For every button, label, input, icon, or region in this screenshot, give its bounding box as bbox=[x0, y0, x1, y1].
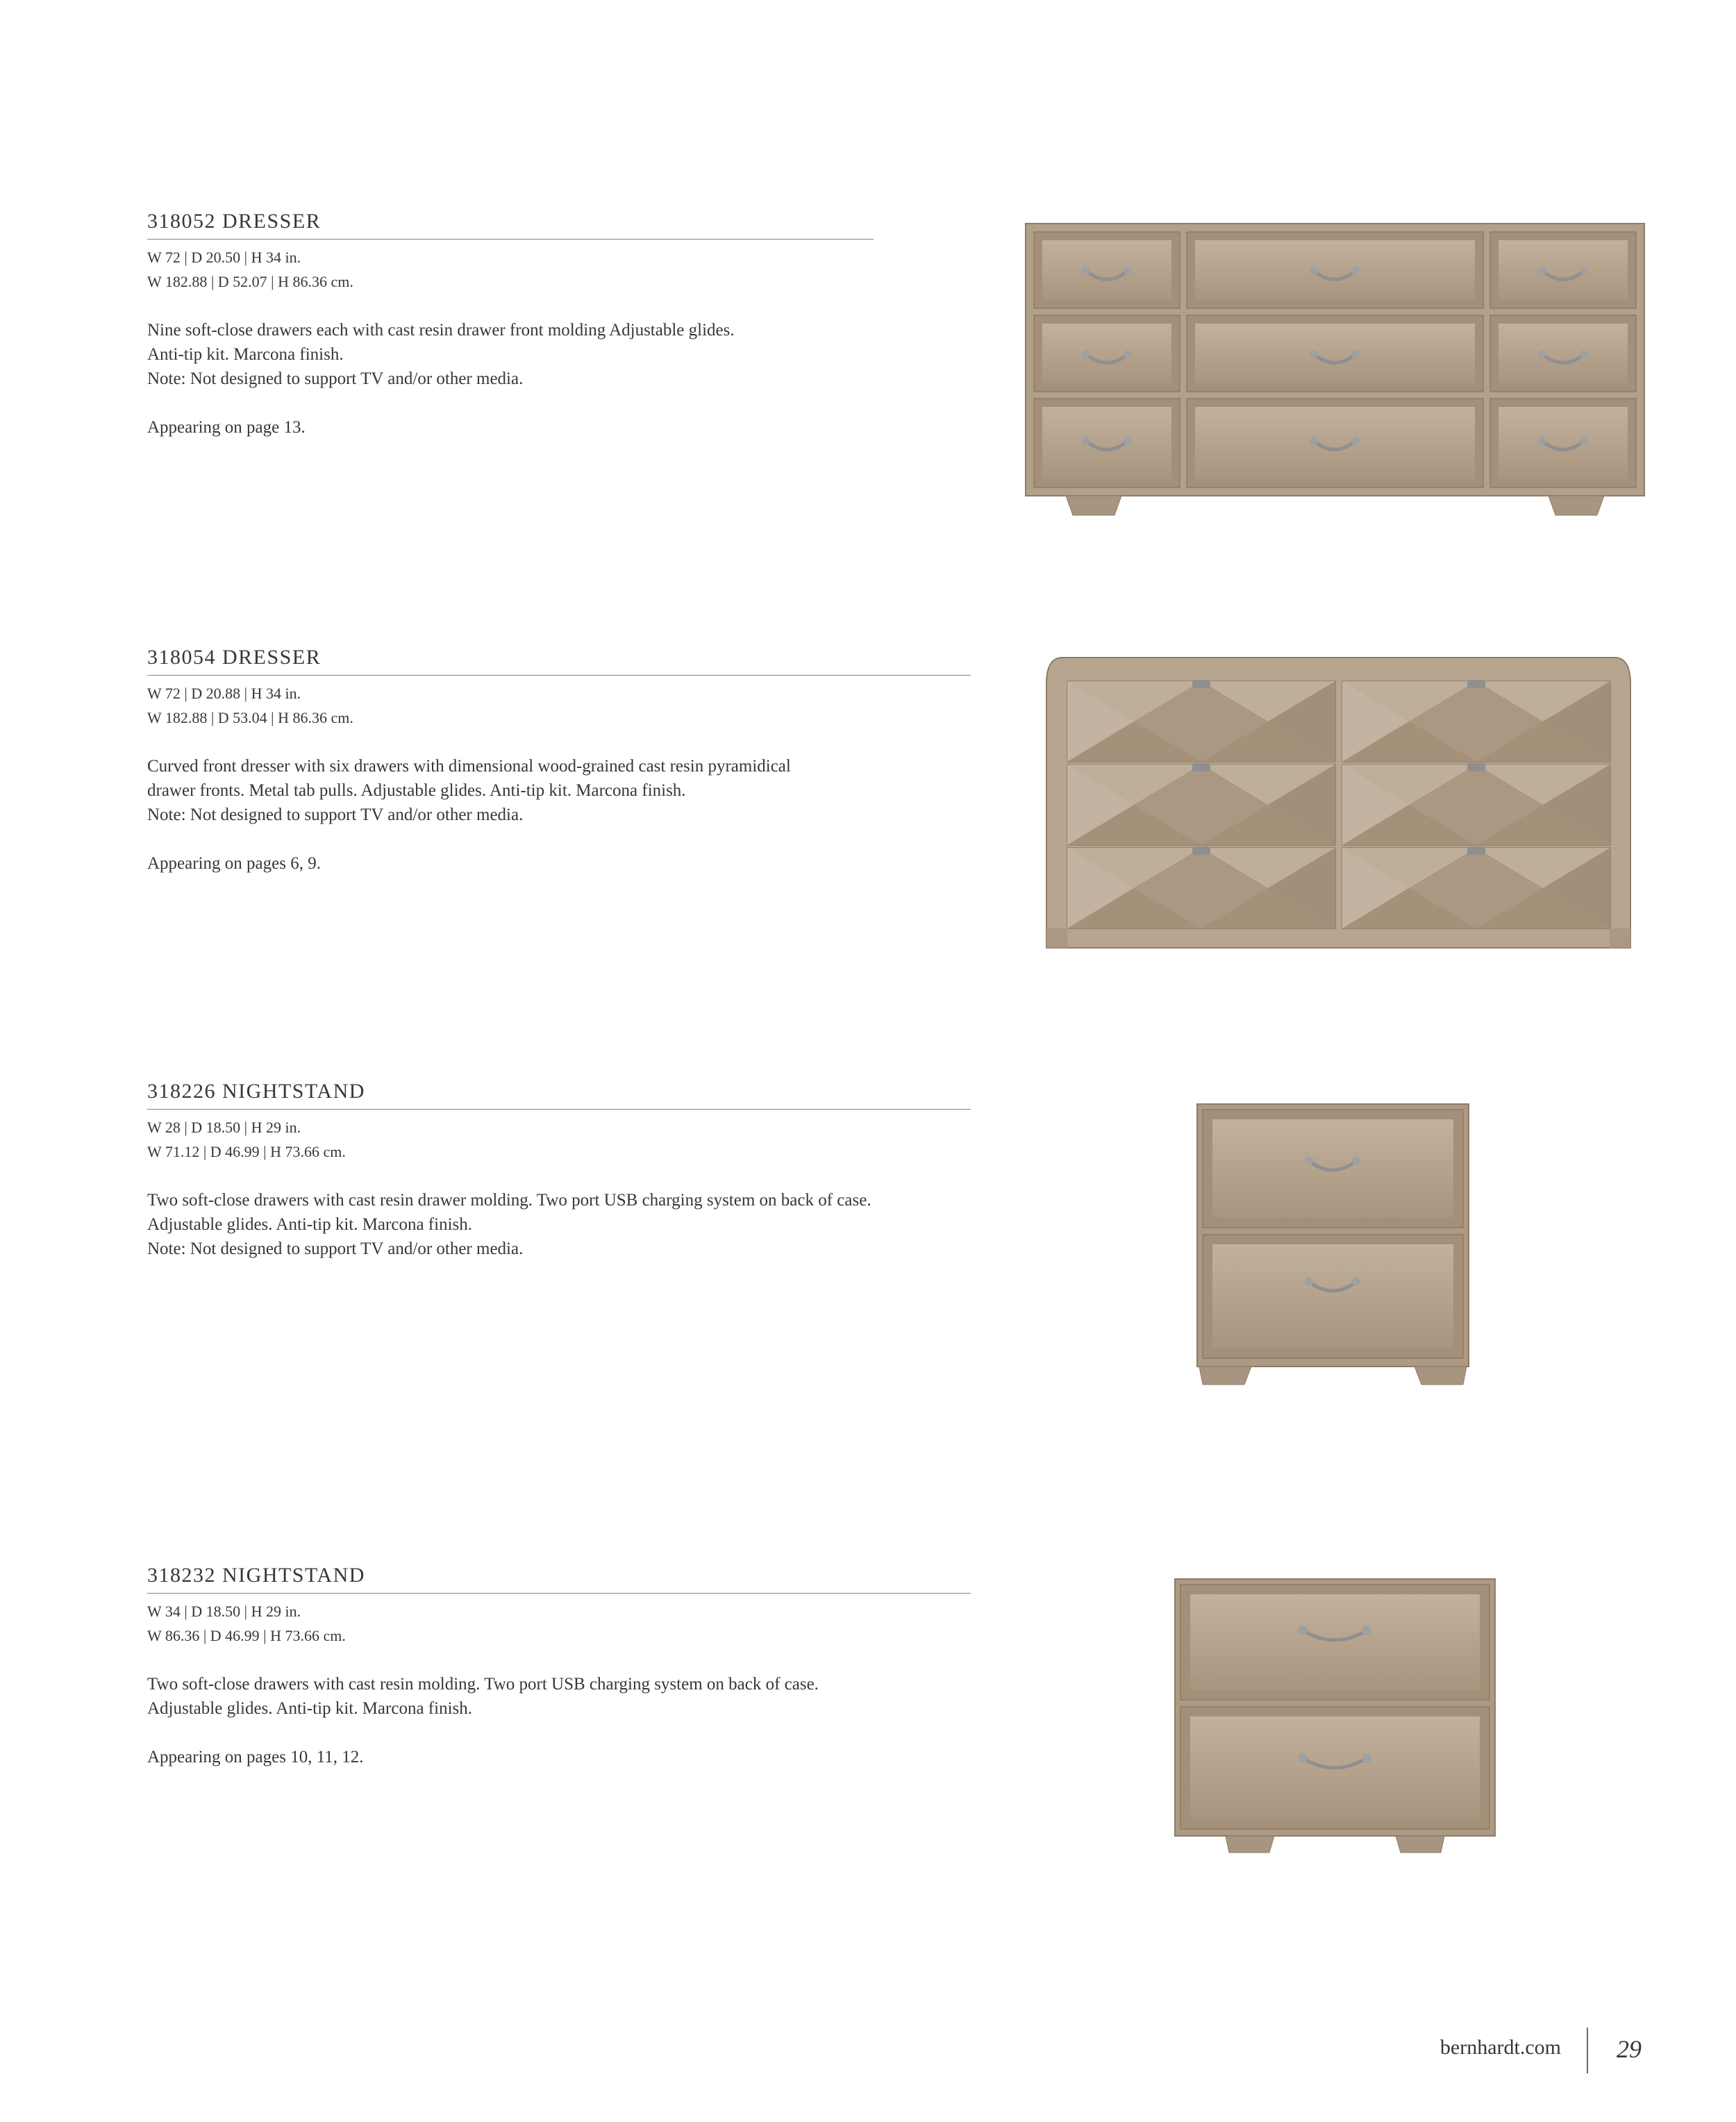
description-line: drawer fronts. Metal tab pulls. Adjustable glides. Anti-tip kit. Marcona finish. bbox=[147, 781, 686, 800]
description-line: Two soft-close drawers with cast resin drawer molding. Two port USB charging system on back of case. bbox=[147, 1191, 871, 1210]
nightstand-318232-image bbox=[1174, 1578, 1496, 1854]
dimensions-cm: W 86.36 | D 46.99 | H 73.66 cm. bbox=[147, 1627, 346, 1644]
description-line: Nine soft-close drawers each with cast resin drawer front molding Adjustable glides. bbox=[147, 321, 735, 340]
description-line: Curved front dresser with six drawers with dimensional wood-grained cast resin pyramidical bbox=[147, 757, 791, 776]
dimensions-cm: W 71.12 | D 46.99 | H 73.66 cm. bbox=[147, 1143, 346, 1160]
product-description bbox=[147, 318, 874, 391]
page-footer bbox=[0, 2028, 1736, 2076]
product-318232 bbox=[147, 1564, 971, 1769]
description-line: Adjustable glides. Anti-tip kit. Marcona finish. bbox=[147, 1215, 472, 1234]
dimensions bbox=[147, 681, 971, 730]
dimensions-cm: W 182.88 | D 53.04 | H 86.36 cm. bbox=[147, 709, 353, 726]
dresser-318052-image bbox=[1024, 222, 1646, 517]
dimensions-inches: W 72 | D 20.50 | H 34 in. bbox=[147, 249, 301, 266]
nightstand-318226-image bbox=[1196, 1103, 1470, 1386]
product-title: 318232 NIGHTSTAND bbox=[147, 1564, 971, 1594]
description-line: Note: Not designed to support TV and/or other media. bbox=[147, 1239, 524, 1258]
footer-divider bbox=[1587, 2028, 1588, 2073]
description-line: Anti-tip kit. Marcona finish. bbox=[147, 345, 344, 364]
appearing-pages: Appearing on page 13. bbox=[147, 418, 306, 437]
dimensions-inches: W 28 | D 18.50 | H 29 in. bbox=[147, 1119, 301, 1136]
product-title: 318054 DRESSER bbox=[147, 646, 971, 676]
description-line: Two soft-close drawers with cast resin molding. Two port USB charging system on back of case. bbox=[147, 1675, 819, 1694]
dimensions bbox=[147, 1115, 971, 1164]
dimensions bbox=[147, 245, 874, 294]
description-line: Adjustable glides. Anti-tip kit. Marcona finish. bbox=[147, 1699, 472, 1718]
dimensions-cm: W 182.88 | D 52.07 | H 86.36 cm. bbox=[147, 273, 353, 290]
product-description bbox=[147, 1188, 971, 1261]
product-318052 bbox=[147, 210, 874, 440]
product-318226 bbox=[147, 1080, 971, 1261]
dimensions bbox=[147, 1599, 971, 1648]
product-318054 bbox=[147, 646, 971, 876]
dresser-318054-image bbox=[1045, 656, 1632, 951]
appearing-pages: Appearing on pages 6, 9. bbox=[147, 854, 321, 873]
product-description bbox=[147, 1672, 971, 1721]
dimensions-inches: W 72 | D 20.88 | H 34 in. bbox=[147, 685, 301, 702]
product-title: 318226 NIGHTSTAND bbox=[147, 1080, 971, 1110]
appearing-pages: Appearing on pages 10, 11, 12. bbox=[147, 1748, 364, 1766]
dimensions-inches: W 34 | D 18.50 | H 29 in. bbox=[147, 1603, 301, 1620]
product-title: 318052 DRESSER bbox=[147, 210, 874, 240]
description-line: Note: Not designed to support TV and/or other media. bbox=[147, 805, 524, 824]
website-link[interactable]: bernhardt.com bbox=[1439, 2036, 1561, 2059]
page-number: 29 bbox=[1617, 2035, 1642, 2063]
description-line: Note: Not designed to support TV and/or other media. bbox=[147, 369, 524, 388]
product-description bbox=[147, 754, 971, 827]
